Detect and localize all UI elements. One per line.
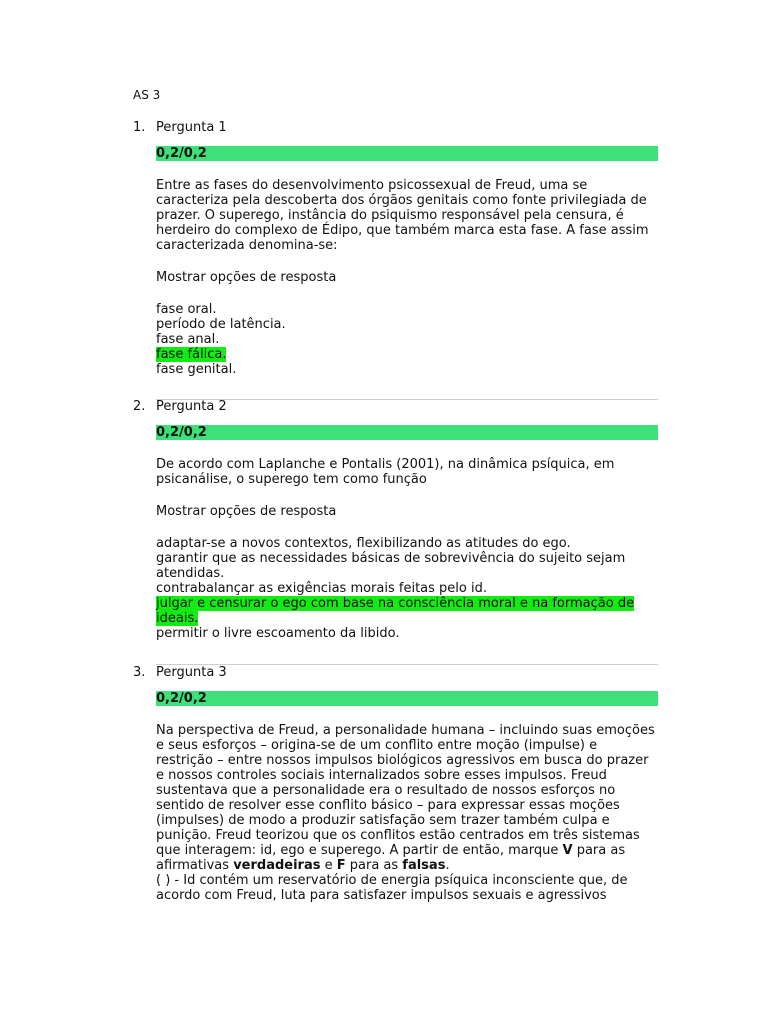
answer-option[interactable]: permitir o livre escoamento da libido. <box>156 626 400 641</box>
answer-option[interactable]: adaptar-se a novos contextos, flexibilizando as atitudes do ego. <box>156 536 571 551</box>
question-header <box>133 120 658 135</box>
question-number: 3. <box>133 665 146 680</box>
question-number: 2. <box>133 399 146 414</box>
question-2 <box>133 399 658 641</box>
answer-option[interactable]: fase genital. <box>156 362 237 377</box>
document-title: AS 3 <box>133 88 161 102</box>
question-body <box>156 691 658 903</box>
question-statement: Entre as fases do desenvolvimento psicossexual de Freud, uma se caracteriza pela descoberta dos órgãos genitais como fonte privilegiada de prazer. O superego, instância do psiquismo responsável pela censura, é herdeiro do complexo de Édipo, que também marca esta fase. A fase assim caracterizada denomina-se: <box>156 178 649 253</box>
score-badge: 0,2/0,2 <box>156 425 658 440</box>
question-3 <box>133 665 658 903</box>
answer-option[interactable]: garantir que as necessidades básicas de sobrevivência do sujeito sejam atendidas. <box>156 551 626 581</box>
score-badge: 0,2/0,2 <box>156 691 658 706</box>
question-label: Pergunta 1 <box>156 120 227 135</box>
answer-option-correct[interactable]: julgar e censurar o ego com base na consciência moral e na formação de ideais. <box>156 596 635 626</box>
answer-option-correct[interactable]: fase fálica. <box>156 347 227 362</box>
answer-option[interactable]: fase oral. <box>156 302 217 317</box>
question-1 <box>133 120 658 377</box>
question-label: Pergunta 2 <box>156 399 227 414</box>
statement-item: ( ) - Id contém um reservatório de energia psíquica inconsciente que, de acordo com Freud, luta para satisfazer impulsos sexuais e agressivos <box>156 873 628 903</box>
show-options-link[interactable]: Mostrar opções de resposta <box>156 270 337 285</box>
show-options-link[interactable]: Mostrar opções de resposta <box>156 504 337 519</box>
answer-options <box>156 302 658 377</box>
question-label: Pergunta 3 <box>156 665 227 680</box>
answer-option[interactable]: contrabalançar as exigências morais feitas pelo id. <box>156 581 487 596</box>
answer-options <box>156 536 658 641</box>
answer-option[interactable]: período de latência. <box>156 317 286 332</box>
score-badge: 0,2/0,2 <box>156 146 658 161</box>
question-number: 1. <box>133 120 146 135</box>
question-body <box>156 146 658 377</box>
answer-option[interactable]: fase anal. <box>156 332 220 347</box>
question-body <box>156 425 658 641</box>
question-statement: Na perspectiva de Freud, a personalidade humana – incluindo suas emoções e seus esforços – origina-se de um conflito entre moção (impulse) e restrição – entre nossos impulsos biológicos agressivos em busca do prazer e nossos controles sociais internalizados sobre esses impulsos. Freud sustentava que a personalidade era o resultado de nossos esforços no sentido de resolver esse conflito básico – para expressar essas moções (impulses) de modo a produzir satisfação sem trazer também culpa e punição. Freud teorizou que os conflitos estão centrados em três sistemas que interagem: id, ego e superego. A partir de então, marque V para as afirmativas verdadeiras e F para as falsas. <box>156 723 655 873</box>
question-header <box>133 665 658 680</box>
question-statement: De acordo com Laplanche e Pontalis (2001), na dinâmica psíquica, em psicanálise, o superego tem como função <box>156 457 615 487</box>
question-header <box>133 399 658 414</box>
